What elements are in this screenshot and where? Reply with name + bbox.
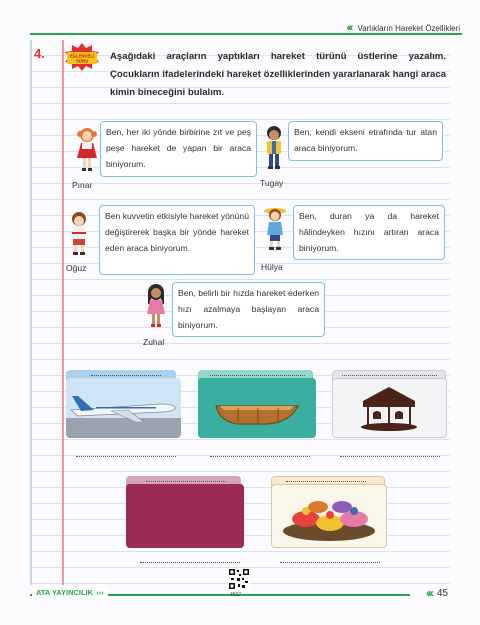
header-title: Varlıkların Hareket Özellikleri — [357, 23, 460, 33]
vehicle-card-bumper-cars — [271, 476, 387, 548]
question-number: 4. — [34, 46, 45, 61]
answer-line — [210, 456, 310, 457]
child-name: Zuhal — [143, 337, 165, 347]
page-number: 45 — [436, 588, 448, 599]
publisher-name: ATA YAYINCILIK — [36, 588, 94, 597]
child-name: Oğuz — [66, 263, 87, 273]
speech-bubble: Ben kuvvetin etkisiyle hareket yönünü değiştirerek başka bir yönde hareket eden araca biniyorum. — [99, 205, 255, 275]
speech-bubble: Ben, kendi ekseni etrafında tur atan araca biniyorum. — [288, 121, 443, 161]
vehicle-card-boat — [198, 370, 316, 438]
child-boy-oguz-icon — [66, 210, 92, 256]
badge-line2: SORU — [75, 58, 89, 64]
child-name: Tugay — [260, 178, 284, 188]
answer-line — [340, 456, 440, 457]
child-boy-tugay-icon — [261, 124, 287, 170]
airplane-icon — [66, 378, 181, 438]
answer-line — [140, 562, 240, 563]
publisher-label — [32, 588, 108, 597]
carousel-icon — [333, 379, 446, 437]
speech-bubble: Ben, duran ya da hareket hâlindeyken hızını artıran araca biniyorum. — [293, 205, 445, 260]
child-name: Pınar — [72, 180, 93, 190]
child-girl-hulya-icon — [262, 205, 288, 251]
qr-code-number: 4507 — [230, 592, 242, 598]
vehicle-card-carousel — [332, 370, 447, 438]
question-text: Aşağıdaki araçların yaptıkları hareket türünü üstlerine yazalım. Çocukların ifadelerindeki hareket özelliklerinden yararlanarak hangi araca kimin bineceğini bulalım. — [110, 51, 446, 98]
bumper-cars-icon — [272, 485, 386, 547]
speech-bubble: Ben, belirli bir hızda hareket ederken hızı azalmaya başlayan araca biniyorum. — [172, 282, 325, 337]
margin-line — [62, 40, 64, 585]
qr-code-icon[interactable] — [228, 568, 250, 590]
pendulum-ride-icon — [126, 484, 244, 548]
badge-line1: EĞLENCELİ — [70, 53, 94, 59]
vehicle-card-airplane — [66, 370, 181, 438]
child-girl-pinar-icon — [74, 126, 100, 172]
boat-icon — [198, 378, 316, 438]
answer-line — [76, 456, 176, 457]
vehicle-card-pendulum-ride — [126, 476, 244, 548]
answer-line — [280, 562, 380, 563]
speech-bubble: Ben, her iki yönde birbirine zıt ve peş peşe hareket de yapan bir araca biniyorum. — [100, 121, 257, 177]
chevron-right-icon: ››› — [96, 588, 104, 597]
chevron-left-icon: ‹‹‹ — [346, 22, 352, 34]
chevron-left-icon: ‹‹‹ — [426, 586, 432, 600]
child-girl-zuhal-icon — [143, 282, 169, 328]
page-header — [346, 22, 462, 34]
fun-question-badge-icon — [62, 42, 102, 72]
child-name: Hülya — [261, 262, 283, 272]
